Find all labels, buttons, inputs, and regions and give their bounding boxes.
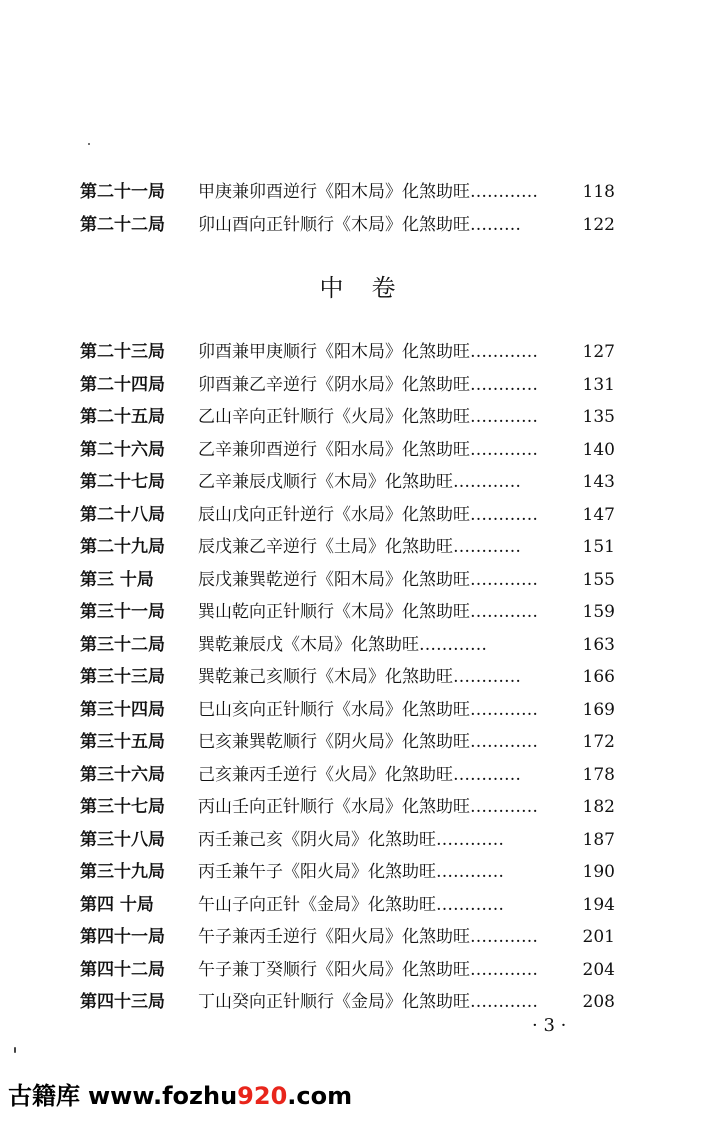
toc-chapter: 第四十一局 <box>80 927 165 947</box>
toc-row <box>80 759 615 792</box>
toc-chapter: 第四 十局 <box>80 894 154 915</box>
toc-page: 131 <box>582 374 615 395</box>
toc-title: 丙壬兼己亥《阴火局》化煞助旺………… <box>198 829 504 850</box>
toc-page: 178 <box>582 764 615 785</box>
toc-chapter: 第三十九局 <box>80 862 165 882</box>
toc-chapter: 第二十九局 <box>80 537 165 557</box>
toc-page: 172 <box>582 732 615 752</box>
toc-row <box>80 401 615 434</box>
toc-chapter: 第二十二局 <box>80 214 165 235</box>
toc-row <box>80 466 615 499</box>
toc-chapter: 第三十三局 <box>80 667 165 687</box>
toc-title: 巽乾兼辰戊《木局》化煞助旺………… <box>198 634 487 655</box>
toc-page: 118 <box>582 182 615 202</box>
scan-speck <box>88 143 90 145</box>
toc-chapter: 第二十一局 <box>80 182 165 202</box>
toc-title: 午子兼丁癸顺行《阳火局》化煞助旺………… <box>198 959 538 980</box>
toc-title: 巳山亥向正针顺行《水局》化煞助旺………… <box>198 699 538 720</box>
toc-title: 卯酉兼甲庚顺行《阳木局》化煞助旺………… <box>198 342 538 362</box>
toc-chapter: 第四十三局 <box>80 992 165 1012</box>
toc-row <box>80 694 615 727</box>
toc-page: 122 <box>582 214 615 235</box>
toc-title: 己亥兼丙壬逆行《火局》化煞助旺………… <box>198 764 521 785</box>
toc-page: 182 <box>582 797 615 817</box>
toc-page: 166 <box>582 667 615 687</box>
toc-page: 208 <box>582 992 615 1012</box>
toc-title: 甲庚兼卯酉逆行《阳木局》化煞助旺………… <box>198 182 538 202</box>
toc-page: 187 <box>582 829 615 850</box>
toc-title: 丙山壬向正针顺行《水局》化煞助旺………… <box>198 797 538 817</box>
toc-page: 204 <box>582 959 615 980</box>
toc-title: 午子兼丙壬逆行《阳火局》化煞助旺………… <box>198 927 538 947</box>
watermark-footer <box>8 1076 352 1111</box>
toc-chapter: 第二十六局 <box>80 439 165 460</box>
toc-page: 194 <box>582 894 615 915</box>
toc-chapter: 第三十六局 <box>80 764 165 785</box>
toc-row <box>80 564 615 597</box>
toc-page: 155 <box>582 569 615 590</box>
toc-list-before <box>80 176 615 241</box>
toc-title: 乙山辛向正针顺行《火局》化煞助旺………… <box>198 407 538 427</box>
toc-row <box>80 921 615 954</box>
watermark-url-prefix: www.fozhu <box>88 1082 238 1110</box>
toc-chapter: 第二十三局 <box>80 342 165 362</box>
watermark-url-suffix: .com <box>287 1082 353 1110</box>
toc-row <box>80 791 615 824</box>
toc-row <box>80 824 615 857</box>
page-number: · 3 · <box>532 1015 567 1036</box>
toc-row <box>80 856 615 889</box>
toc-chapter: 第三十一局 <box>80 602 165 622</box>
toc-row <box>80 889 615 922</box>
toc-page: 151 <box>582 537 615 557</box>
toc-title: 辰山戊向正针逆行《水局》化煞助旺………… <box>198 504 538 525</box>
toc-chapter: 第二十四局 <box>80 374 165 395</box>
toc-title: 午山子向正针《金局》化煞助旺………… <box>198 894 504 915</box>
toc-row <box>80 531 615 564</box>
toc-row <box>80 629 615 662</box>
toc-page: 147 <box>582 504 615 525</box>
toc-row <box>80 499 615 532</box>
toc-page: 135 <box>582 407 615 427</box>
toc-page: 140 <box>582 439 615 460</box>
toc-title: 巳亥兼巽乾顺行《阴火局》化煞助旺………… <box>198 732 538 752</box>
toc-chapter: 第二十五局 <box>80 407 165 427</box>
toc-title: 丙壬兼午子《阳火局》化煞助旺………… <box>198 862 504 882</box>
toc-page: 159 <box>582 602 615 622</box>
toc-chapter: 第三十五局 <box>80 732 165 752</box>
toc-row <box>80 369 615 402</box>
toc-row <box>80 596 615 629</box>
toc-chapter: 第三十八局 <box>80 829 165 850</box>
toc-page: 127 <box>582 342 615 362</box>
toc-title: 丁山癸向正针顺行《金局》化煞助旺………… <box>198 992 538 1012</box>
toc-title: 辰戊兼乙辛逆行《土局》化煞助旺………… <box>198 537 521 557</box>
toc-page: 163 <box>582 634 615 655</box>
toc-title: 巽山乾向正针顺行《木局》化煞助旺………… <box>198 602 538 622</box>
toc-page: 169 <box>582 699 615 720</box>
toc-chapter: 第三十七局 <box>80 797 165 817</box>
toc-title: 巽乾兼己亥顺行《木局》化煞助旺………… <box>198 667 521 687</box>
scan-speck <box>14 1047 16 1053</box>
watermark-url-accent: 920 <box>237 1082 288 1110</box>
toc-row <box>80 176 615 209</box>
toc-chapter: 第二十八局 <box>80 504 165 525</box>
toc-chapter: 第三十二局 <box>80 634 165 655</box>
toc-row <box>80 209 615 242</box>
watermark-site-name: 古籍库 <box>8 1082 80 1110</box>
toc-row <box>80 661 615 694</box>
toc-page: 201 <box>582 927 615 947</box>
toc-row <box>80 434 615 467</box>
toc-chapter: 第二十七局 <box>80 472 165 492</box>
toc-title: 乙辛兼辰戊顺行《木局》化煞助旺………… <box>198 472 521 492</box>
toc-chapter: 第三十四局 <box>80 699 165 720</box>
toc-title: 卯酉兼乙辛逆行《阴水局》化煞助旺………… <box>198 374 538 395</box>
toc-chapter: 第四十二局 <box>80 959 165 980</box>
section-heading: 中卷 <box>319 274 424 302</box>
toc-row <box>80 986 615 1019</box>
toc-chapter: 第三 十局 <box>80 569 154 590</box>
toc-title: 卯山酉向正针顺行《木局》化煞助旺……… <box>198 214 521 235</box>
toc-row <box>80 336 615 369</box>
toc-page: 190 <box>582 862 615 882</box>
toc-list-after <box>80 336 615 1019</box>
toc-row <box>80 954 615 987</box>
toc-title: 辰戊兼巽乾逆行《阳木局》化煞助旺………… <box>198 569 538 590</box>
toc-title: 乙辛兼卯酉逆行《阳水局》化煞助旺………… <box>198 439 538 460</box>
toc-page: 143 <box>582 472 615 492</box>
toc-row <box>80 726 615 759</box>
